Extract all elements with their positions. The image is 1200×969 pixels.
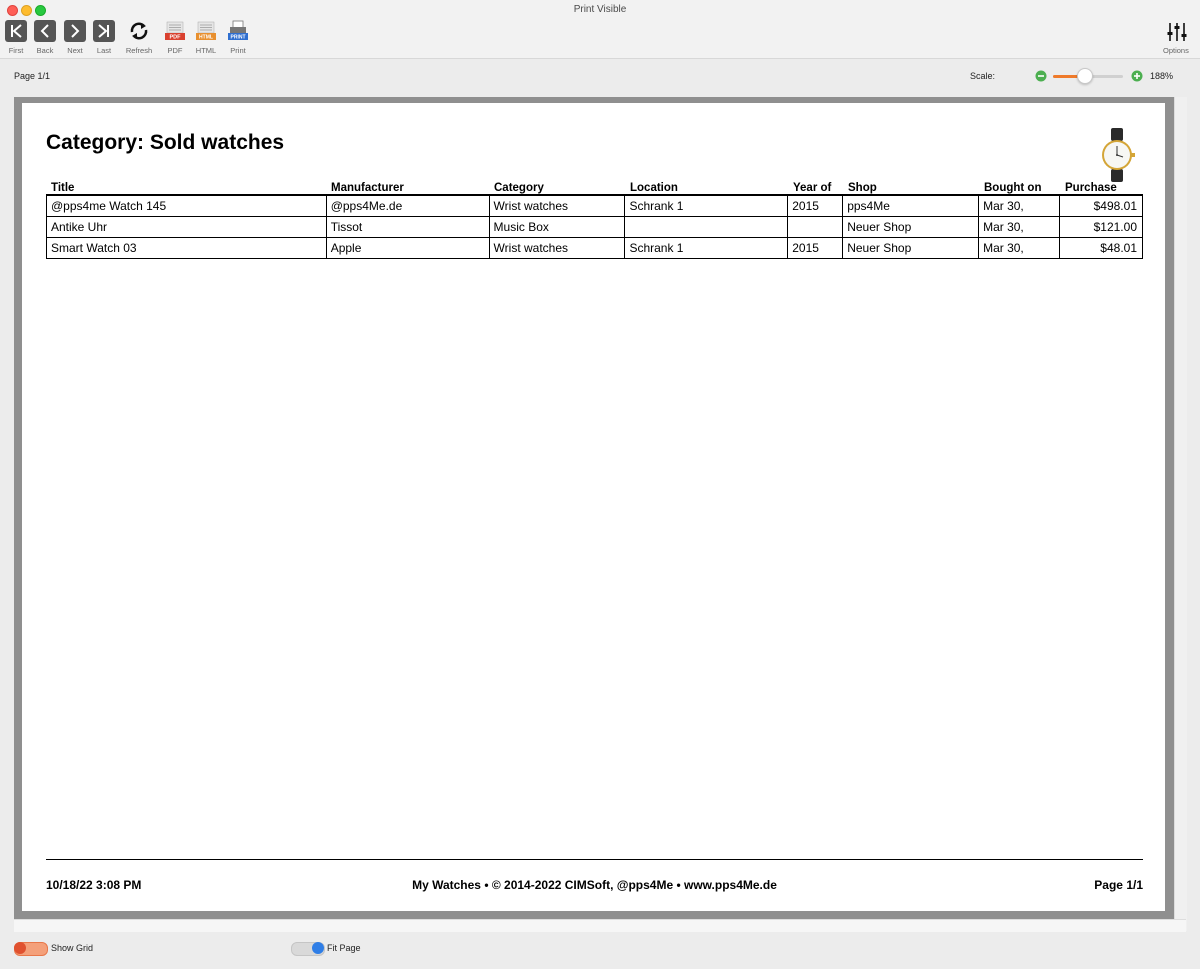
cell-purchase: $48.01 xyxy=(1060,238,1143,259)
print-icon xyxy=(227,20,249,42)
scale-value: 188% xyxy=(1150,71,1174,81)
next-label: Next xyxy=(67,46,83,55)
zoom-in-icon[interactable] xyxy=(1131,70,1143,82)
cell-manufacturer: Apple xyxy=(326,238,489,259)
preview-area[interactable] xyxy=(14,97,1174,919)
html-label: HTML xyxy=(195,46,217,55)
options-label: Options xyxy=(1163,46,1189,55)
col-bought-on: Bought on xyxy=(984,182,1042,194)
horizontal-scrollbar[interactable] xyxy=(14,919,1186,932)
next-button[interactable] xyxy=(60,20,90,55)
cell-manufacturer: Tissot xyxy=(326,217,489,238)
col-shop: Shop xyxy=(848,182,877,194)
first-page-button[interactable] xyxy=(1,20,31,55)
last-page-button[interactable] xyxy=(89,20,119,55)
cell-manufacturer: @pps4Me.de xyxy=(326,195,489,217)
cell-location xyxy=(625,217,788,238)
pdf-label: PDF xyxy=(167,46,183,55)
footer-date: 10/18/22 3:08 PM xyxy=(46,878,142,892)
watch-icon xyxy=(1097,128,1137,182)
col-purchase: Purchase xyxy=(1065,182,1117,194)
fit-page-label: Fit Page xyxy=(327,943,361,953)
pdf-badge-text: PDF xyxy=(169,34,181,41)
table-row xyxy=(47,217,1143,238)
pdf-icon xyxy=(164,20,186,42)
cell-shop: Neuer Shop xyxy=(843,217,979,238)
cell-bought-on: Mar 30, xyxy=(979,217,1060,238)
data-table xyxy=(46,194,1143,259)
refresh-label: Refresh xyxy=(125,46,153,55)
col-location: Location xyxy=(630,182,678,194)
cell-bought-on: Mar 30, xyxy=(979,195,1060,217)
report-title: Category: Sold watches xyxy=(46,131,285,154)
refresh-icon xyxy=(128,20,150,42)
cell-year: 2015 xyxy=(788,195,843,217)
cell-category: Wrist watches xyxy=(489,195,625,217)
print-badge-text: PRINT xyxy=(230,34,246,41)
footer-copyright: My Watches • © 2014-2022 CIMSoft, @pps4Me • www.pps4Me.de xyxy=(412,878,777,892)
last-label: Last xyxy=(96,46,112,55)
cell-location: Schrank 1 xyxy=(625,195,788,217)
col-year: Year of xyxy=(793,182,832,194)
table-row xyxy=(47,238,1143,259)
cell-bought-on: Mar 30, xyxy=(979,238,1060,259)
back-label: Back xyxy=(36,46,54,55)
page-bar xyxy=(0,59,1200,97)
zoom-out-icon[interactable] xyxy=(1035,70,1047,82)
fit-page-toggle-knob xyxy=(312,942,324,954)
cell-category: Music Box xyxy=(489,217,625,238)
refresh-button[interactable] xyxy=(124,20,154,55)
cell-title: Smart Watch 03 xyxy=(47,238,327,259)
col-title: Title xyxy=(51,182,75,194)
report-page xyxy=(22,103,1165,911)
footer-page-number: Page 1/1 xyxy=(1094,878,1143,892)
html-icon xyxy=(195,20,217,42)
next-icon xyxy=(64,20,86,42)
first-page-icon xyxy=(5,20,27,42)
back-icon xyxy=(34,20,56,42)
cell-title: Antike Uhr xyxy=(47,217,327,238)
back-button[interactable] xyxy=(30,20,60,55)
cell-shop: pps4Me xyxy=(843,195,979,217)
print-button[interactable] xyxy=(223,20,253,55)
last-page-icon xyxy=(93,20,115,42)
show-grid-toggle[interactable] xyxy=(14,942,48,956)
page-indicator: Page 1/1 xyxy=(14,71,51,81)
bottom-bar xyxy=(0,933,1200,969)
options-icon[interactable] xyxy=(1166,21,1188,43)
title-bar xyxy=(0,0,1200,59)
fit-page-toggle[interactable] xyxy=(291,942,325,956)
table-row xyxy=(47,195,1143,217)
footer-divider xyxy=(46,859,1143,860)
html-button[interactable] xyxy=(191,20,221,55)
col-manufacturer: Manufacturer xyxy=(331,182,404,194)
first-label: First xyxy=(8,46,24,55)
print-label: Print xyxy=(230,46,246,55)
cell-year xyxy=(788,217,843,238)
cell-location: Schrank 1 xyxy=(625,238,788,259)
pdf-button[interactable] xyxy=(160,20,190,55)
show-grid-toggle-knob xyxy=(14,942,26,954)
window-title: Print Visible xyxy=(573,4,627,15)
cell-title: @pps4me Watch 145 xyxy=(47,195,327,217)
cell-purchase: $498.01 xyxy=(1060,195,1143,217)
vertical-scrollbar[interactable] xyxy=(1174,97,1187,931)
cell-category: Wrist watches xyxy=(489,238,625,259)
scale-slider-knob[interactable] xyxy=(1077,68,1093,84)
col-category: Category xyxy=(494,182,544,194)
html-badge-text: HTML xyxy=(199,34,213,41)
cell-shop: Neuer Shop xyxy=(843,238,979,259)
cell-year: 2015 xyxy=(788,238,843,259)
show-grid-label: Show Grid xyxy=(51,943,94,953)
cell-purchase: $121.00 xyxy=(1060,217,1143,238)
scale-label: Scale: xyxy=(970,71,996,81)
